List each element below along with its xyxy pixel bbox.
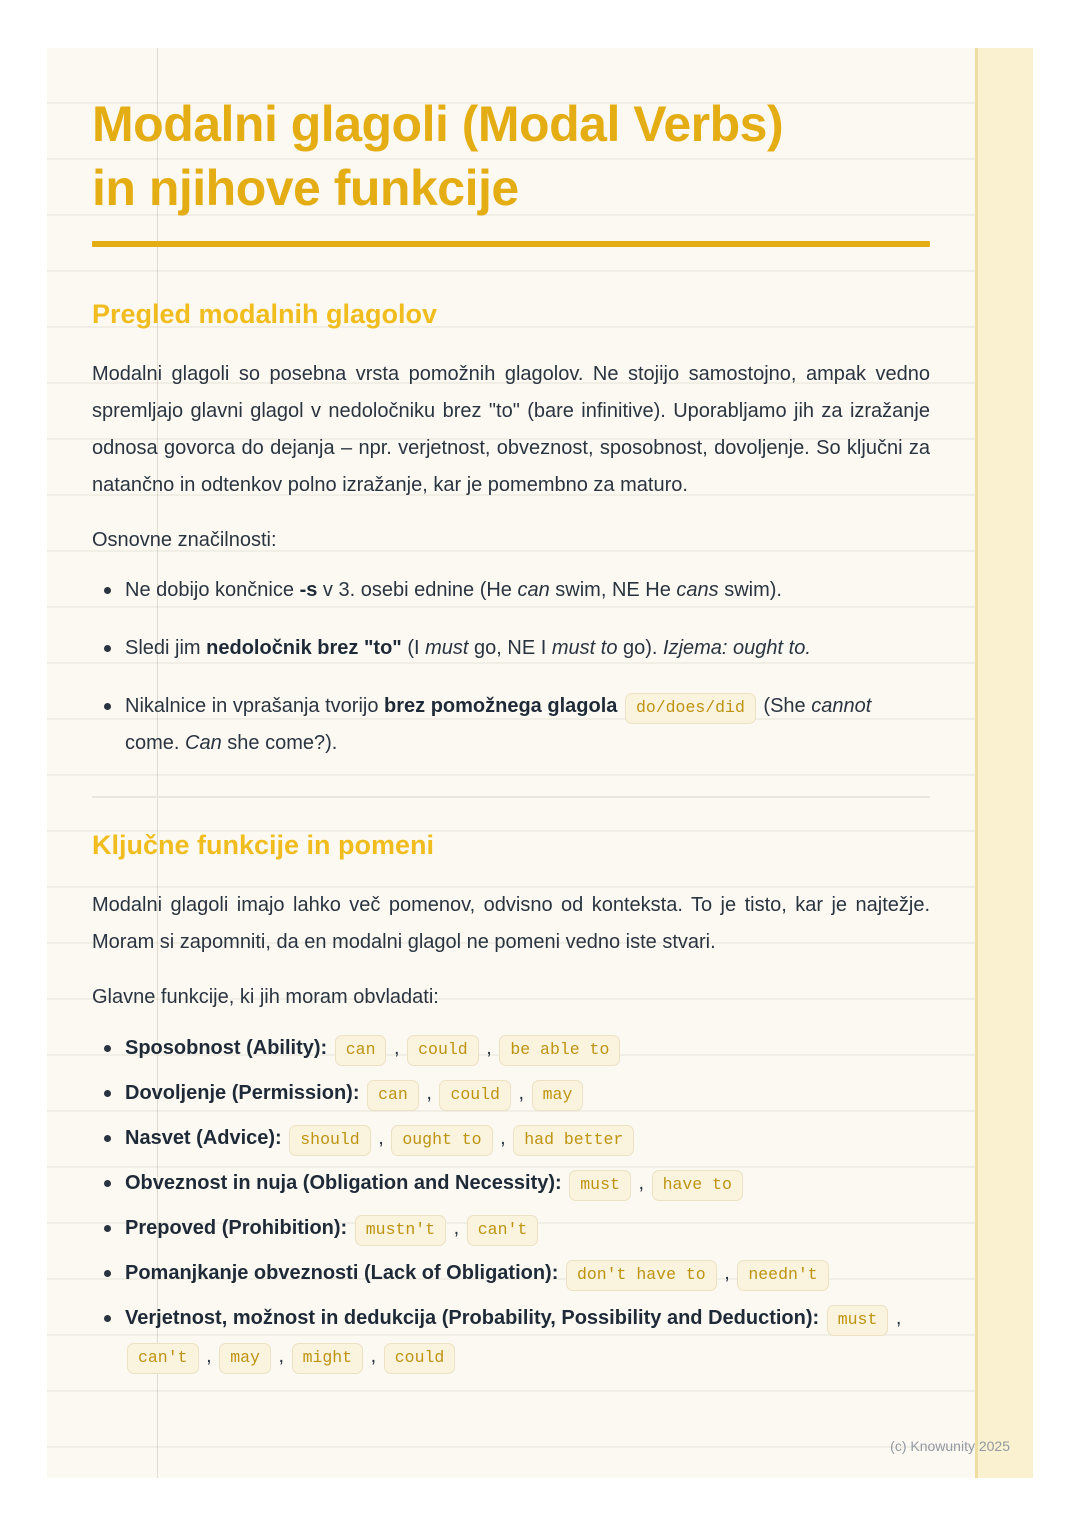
code-chip: have to <box>652 1170 743 1201</box>
text-segment: , <box>365 1345 382 1367</box>
text-segment: she come?). <box>221 732 338 754</box>
text-segment: , <box>372 1127 390 1149</box>
code-chip: can <box>335 1035 387 1066</box>
text-segment <box>617 695 623 717</box>
code-chip: can't <box>467 1215 539 1246</box>
title-underline-rule <box>92 241 930 247</box>
list-item <box>92 688 930 762</box>
code-chip: might <box>292 1343 364 1374</box>
functions-paragraph: Modalni glagoli imajo lahko več pomenov, odvisno od konteksta. To je tisto, kar je najtežje. Moram si zapomniti, da en modalni glagol ne pomeni vedno iste stvari. <box>92 894 930 953</box>
code-chip: had better <box>513 1125 634 1156</box>
code-chip: could <box>439 1080 511 1111</box>
footer-copyright: (c) Knowunity 2025 <box>890 1438 1010 1454</box>
code-chip: don't have to <box>566 1260 717 1291</box>
section-divider <box>92 796 930 798</box>
text-segment: Prepoved (Prohibition): <box>125 1217 348 1239</box>
list-item <box>92 1164 930 1202</box>
text-segment: must to <box>551 637 618 659</box>
code-chip: may <box>219 1343 271 1374</box>
note-content <box>92 48 930 1375</box>
text-segment: Ne dobijo končnice <box>125 579 300 601</box>
text-segment: Obveznost in nuja (Obligation and Necessity): <box>125 1172 562 1194</box>
code-chip: should <box>289 1125 370 1156</box>
text-segment: , <box>388 1037 406 1059</box>
text-segment: , <box>718 1262 736 1284</box>
code-chip: ought to <box>391 1125 492 1156</box>
list-item <box>92 1119 930 1157</box>
text-segment: nedoločnik brez "to" <box>206 637 402 659</box>
text-segment: , <box>448 1217 465 1239</box>
text-segment: swim, NE He <box>549 579 677 601</box>
text-segment: , <box>632 1172 650 1194</box>
page-title <box>92 92 930 220</box>
code-chip: may <box>532 1080 584 1111</box>
section-heading-functions: Ključne funkcije in pomeni <box>92 830 435 860</box>
code-chip: could <box>407 1035 479 1066</box>
code-chip: must <box>827 1305 889 1336</box>
list-item <box>92 1029 930 1067</box>
text-segment: , <box>480 1037 498 1059</box>
code-chip: mustn't <box>355 1215 446 1246</box>
section-heading-overview: Pregled modalnih glagolov <box>92 299 438 329</box>
code-chip: needn't <box>737 1260 828 1291</box>
text-segment: Can <box>185 732 222 754</box>
text-segment <box>347 1217 353 1239</box>
text-segment: cans <box>676 579 719 601</box>
overview-feature-list <box>92 572 930 762</box>
text-segment: , <box>512 1082 530 1104</box>
text-segment <box>360 1082 366 1104</box>
list-item <box>92 1074 930 1112</box>
functions-list-intro: Glavne funkcije, ki jih moram obvladati: <box>92 986 439 1008</box>
overview-paragraph: Modalni glagoli so posebna vrsta pomožnih glagolov. Ne stojijo samostojno, ampak vedno spremljajo glavni glagol v nedoločniku brez "to" (bare infinitive). Uporabljamo jih za izražanje odnosa govorca do dejanja – npr. verjetnost, obveznost, sposobnost, dovoljenje. So ključni za natančno in odtenkov polno izražanje, kar je pomembno za maturo. <box>92 363 930 496</box>
code-chip: can <box>367 1080 419 1111</box>
functions-list <box>92 1029 930 1375</box>
text-segment: must <box>425 637 469 659</box>
overview-list-intro: Osnovne značilnosti: <box>92 529 277 551</box>
list-item <box>92 1209 930 1247</box>
text-segment: brez pomožnega glagola <box>384 695 618 717</box>
code-chip: must <box>569 1170 631 1201</box>
list-item <box>92 630 930 667</box>
text-segment: Dovoljenje (Permission): <box>125 1082 360 1104</box>
code-chip: could <box>384 1343 456 1374</box>
text-segment: go, NE I <box>468 637 552 659</box>
text-segment <box>819 1307 825 1329</box>
text-segment: can <box>517 579 550 601</box>
text-segment <box>558 1262 564 1284</box>
text-segment: , <box>200 1345 218 1367</box>
text-segment: cannot <box>811 695 872 717</box>
text-segment: go). <box>617 637 664 659</box>
text-segment: come. <box>125 732 186 754</box>
text-segment: (She <box>757 695 812 717</box>
text-segment: , <box>494 1127 512 1149</box>
text-segment: , <box>272 1345 290 1367</box>
text-segment: -s <box>299 579 318 601</box>
text-segment: Izjema: ought to. <box>663 637 811 659</box>
text-segment: Nasvet (Advice): <box>125 1127 282 1149</box>
code-chip: can't <box>127 1343 199 1374</box>
text-segment <box>327 1037 333 1059</box>
note-card <box>47 48 1033 1478</box>
text-segment: Verjetnost, možnost in dedukcija (Probability, Possibility and Deduction): <box>125 1307 820 1329</box>
notebook-side-strip <box>975 48 1033 1478</box>
text-segment: , <box>890 1307 902 1329</box>
text-segment: v 3. osebi ednine (He <box>317 579 518 601</box>
page-title-line-2: in njihove funkcije <box>92 160 519 216</box>
text-segment: (I <box>401 637 426 659</box>
text-segment: Pomanjkanje obveznosti (Lack of Obligation): <box>125 1262 559 1284</box>
list-item <box>92 572 930 609</box>
list-item <box>92 1254 930 1292</box>
list-item <box>92 1299 930 1375</box>
code-chip: be able to <box>499 1035 620 1066</box>
text-segment: Sledi jim <box>125 637 207 659</box>
page-title-line-1: Modalni glagoli (Modal Verbs) <box>92 96 784 152</box>
text-segment <box>282 1127 288 1149</box>
text-segment: , <box>420 1082 438 1104</box>
text-segment <box>562 1172 568 1194</box>
text-segment: Sposobnost (Ability): <box>125 1037 328 1059</box>
code-chip: do/does/did <box>625 693 756 724</box>
text-segment: Nikalnice in vprašanja tvorijo <box>125 695 385 717</box>
text-segment: swim). <box>718 579 782 601</box>
